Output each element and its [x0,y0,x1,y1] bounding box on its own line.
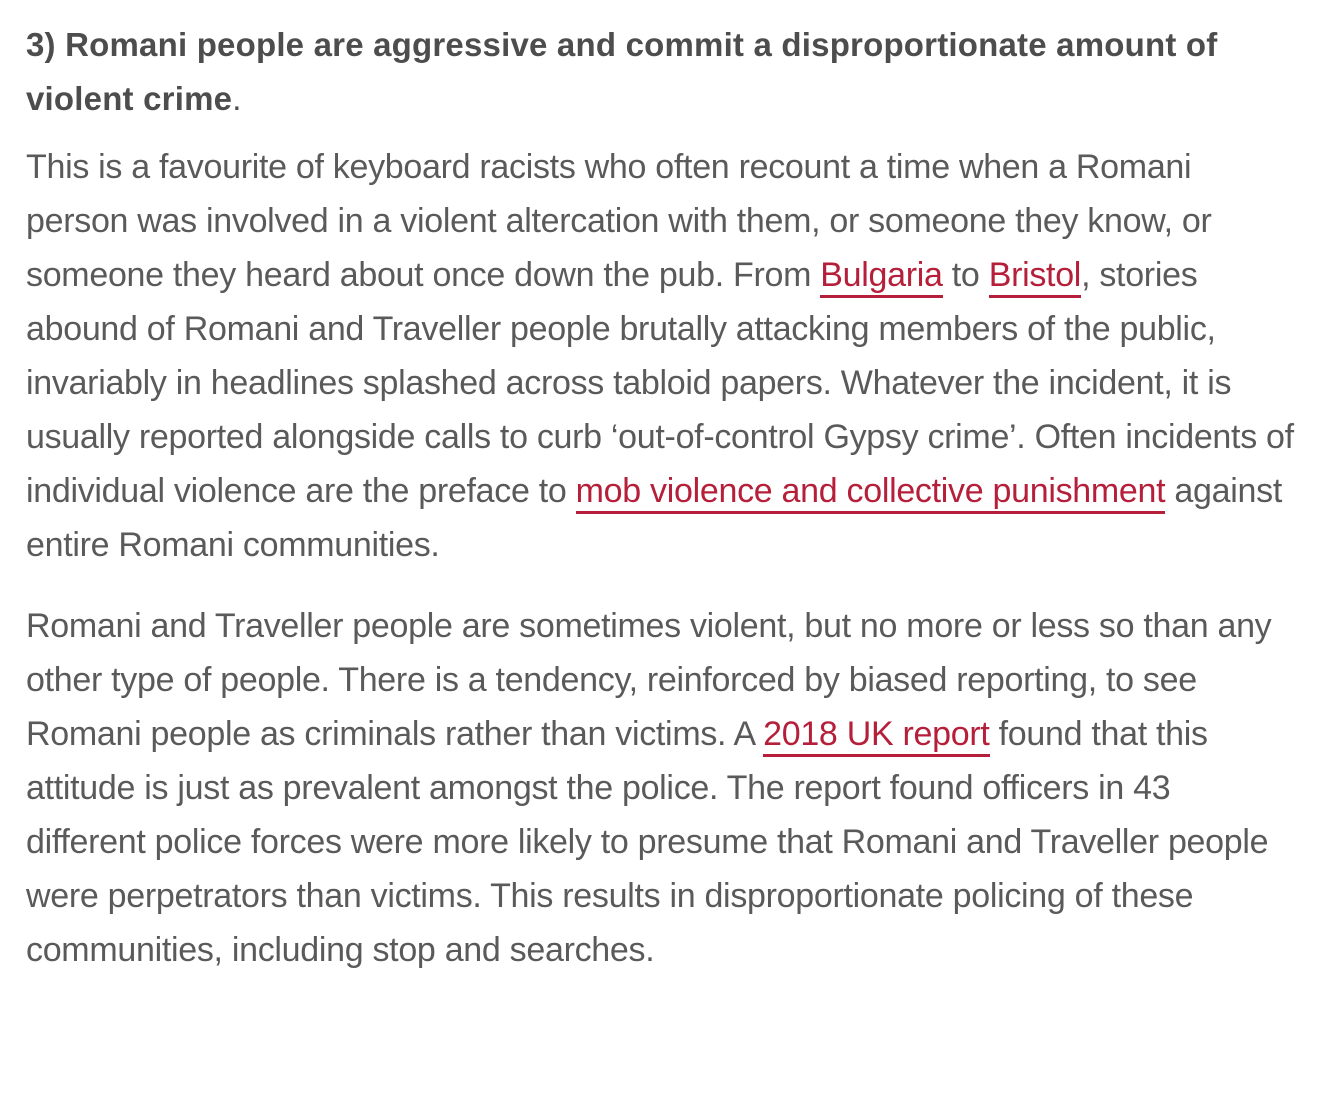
paragraph-text: This is a favourite of keyboard racists who often recount a time when a Romani person was involved in a violent altercation with them, or someone they know, or someone they heard about once down the pub. From [26,148,1212,294]
paragraph-text: to [942,256,989,294]
article-body [26,18,1296,1004]
paragraph-text: found that this attitude is just as prevalent amongst the police. The report found officers in 43 different police forces were more likely to presume that Romani and Traveller people were perpetrators than victims. This results in disproportionate policing of these communities, including stop and searches. [26,715,1269,969]
paragraph-police-report [26,599,1296,977]
paragraph-text: , stories abound of Romani and Traveller people brutally attacking members of the public, invariably in headlines splashed across tabloid papers. Whatever the incident, it is usually reported alongside calls to curb ‘out-of-control Gypsy crime’. Often incidents of individual violence are the preface to [26,256,1294,510]
paragraph-crime-stories [26,140,1296,572]
link-mob-violence[interactable]: mob violence and collective punishment [576,472,1166,514]
link-bulgaria[interactable]: Bulgaria [820,256,942,298]
section-heading-punctuation: . [232,80,242,117]
paragraph-text: against entire Romani communities. [26,472,1282,564]
link-2018-uk-report[interactable]: 2018 UK report [763,715,989,757]
paragraph-text: Romani and Traveller people are sometimes violent, but no more or less so than any other type of people. There is a tendency, reinforced by biased reporting, to see Romani people as criminals rather than victims. A [26,607,1272,753]
section-heading [26,18,1296,126]
section-heading-text: 3) Romani people are aggressive and commit a disproportionate amount of violent crime [26,26,1218,117]
link-bristol[interactable]: Bristol [989,256,1081,298]
